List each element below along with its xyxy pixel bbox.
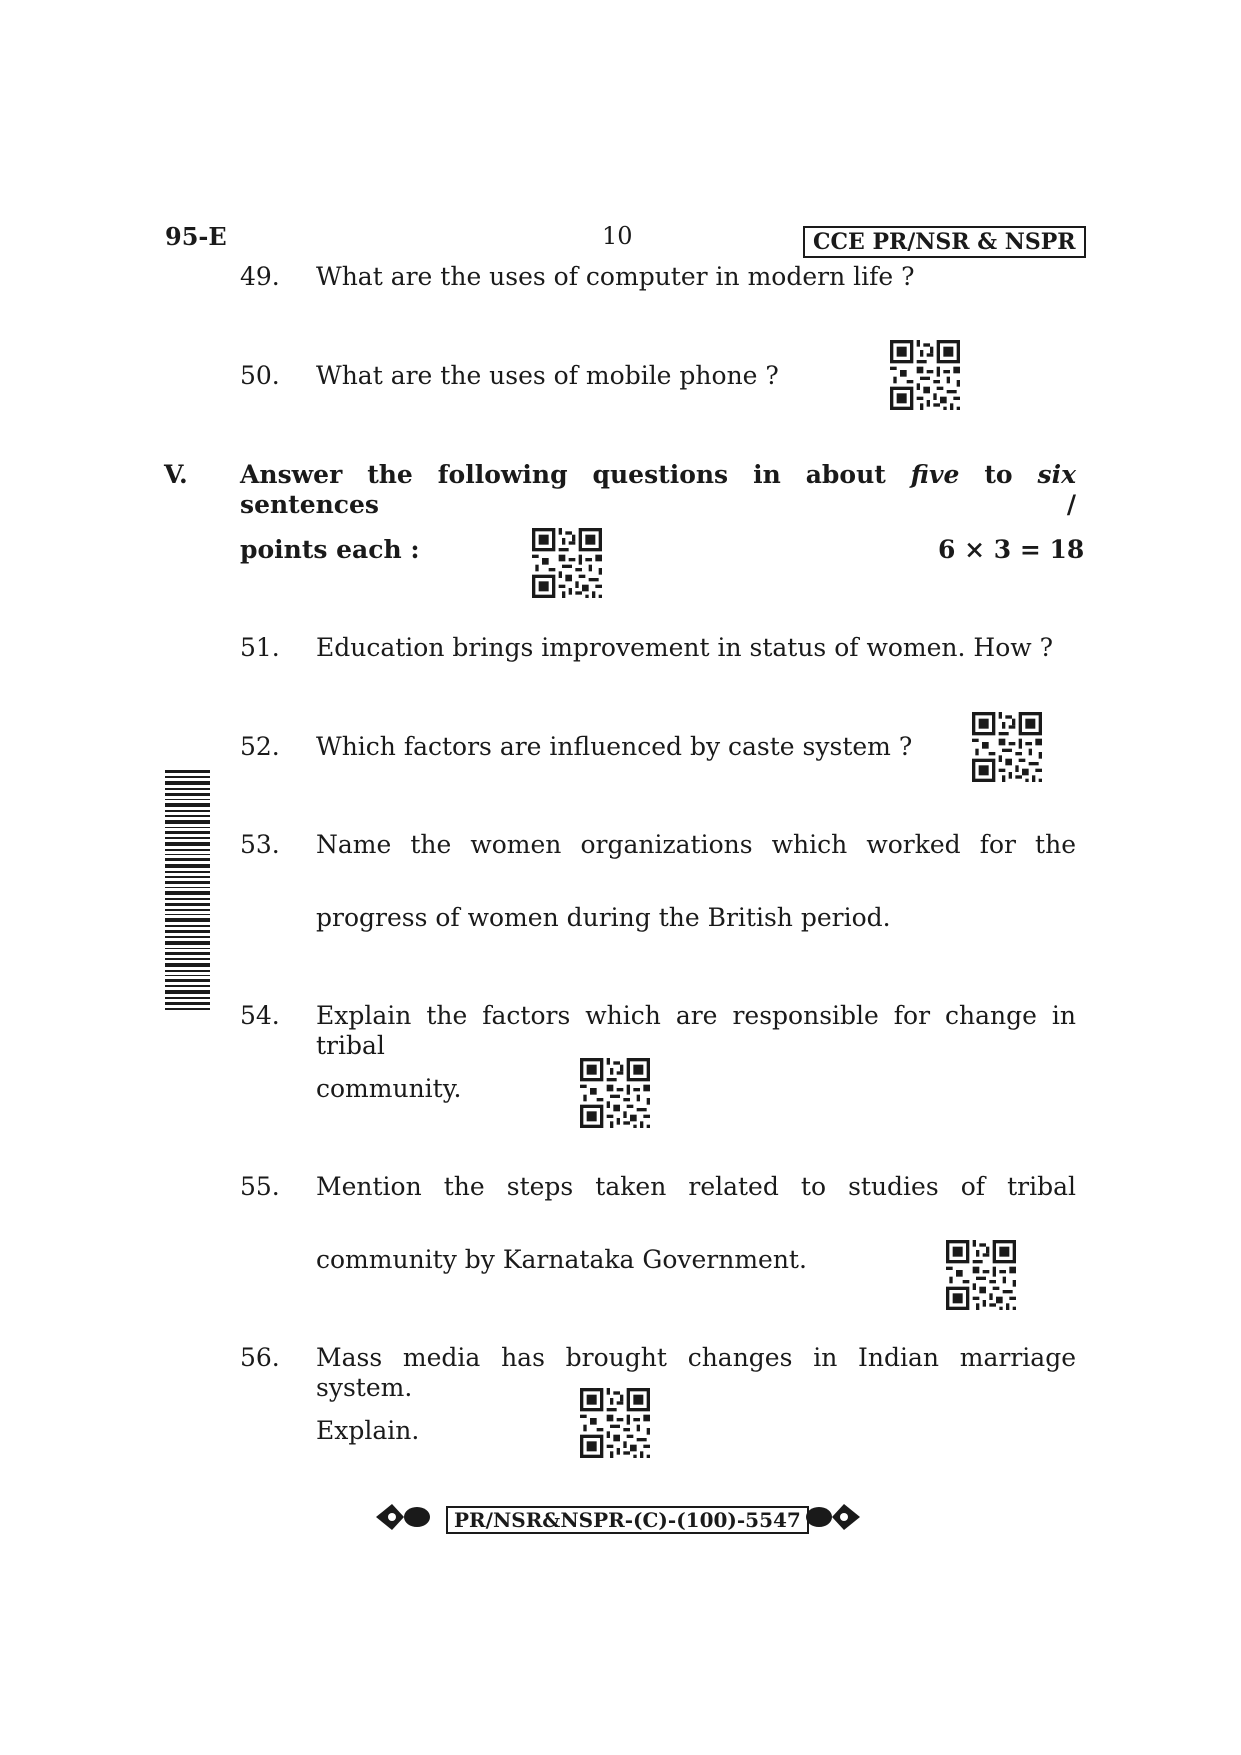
qr-code-icon (580, 1388, 650, 1458)
qr-code-icon (532, 528, 602, 598)
question-number: 55. (240, 1172, 280, 1201)
question-number: 51. (240, 633, 280, 662)
exam-code-box: CCE PR/NSR & NSPR (803, 226, 1086, 258)
footer-code-box: PR/NSR&NSPR-(C)-(100)-5547 (446, 1506, 809, 1534)
ornament-right-icon (804, 1500, 862, 1534)
question-number: 52. (240, 732, 280, 761)
question-number: 54. (240, 1001, 280, 1030)
question-text: Which factors are influenced by caste system ? (316, 732, 913, 761)
question-text-cont: progress of women during the British period. (316, 903, 891, 932)
question-text: What are the uses of computer in modern life ? (316, 262, 915, 291)
page-number: 10 (602, 222, 633, 250)
qr-code-icon (972, 712, 1042, 782)
question-text: Mass media has brought changes in Indian marriage system. (316, 1343, 1076, 1402)
ornament-left-icon (374, 1500, 432, 1534)
question-text: What are the uses of mobile phone ? (316, 361, 779, 390)
question-text-cont: community. (316, 1074, 462, 1103)
question-text-cont: Explain. (316, 1416, 420, 1445)
section-instruction-cont: points each : (240, 535, 420, 564)
question-text: Education brings improvement in status of women. How ? (316, 633, 1053, 662)
question-text: Mention the steps taken related to studies of tribal (316, 1172, 1076, 1201)
question-text: Explain the factors which are responsible for change in tribal (316, 1001, 1076, 1060)
question-number: 56. (240, 1343, 280, 1372)
section-numeral: V. (164, 460, 188, 489)
paper-code-label: 95-E (165, 222, 227, 251)
section-instruction: Answer the following questions in about five to six sentences / (240, 460, 1076, 519)
qr-code-icon (890, 340, 960, 410)
question-number: 49. (240, 262, 280, 291)
qr-code-icon (946, 1240, 1016, 1310)
qr-code-icon (580, 1058, 650, 1128)
question-text: Name the women organizations which worked for the (316, 830, 1076, 859)
question-number: 53. (240, 830, 280, 859)
barcode (165, 770, 210, 1010)
question-text-cont: community by Karnataka Government. (316, 1245, 807, 1274)
question-number: 50. (240, 361, 280, 390)
marks-allocation: 6 × 3 = 18 (938, 535, 1085, 564)
